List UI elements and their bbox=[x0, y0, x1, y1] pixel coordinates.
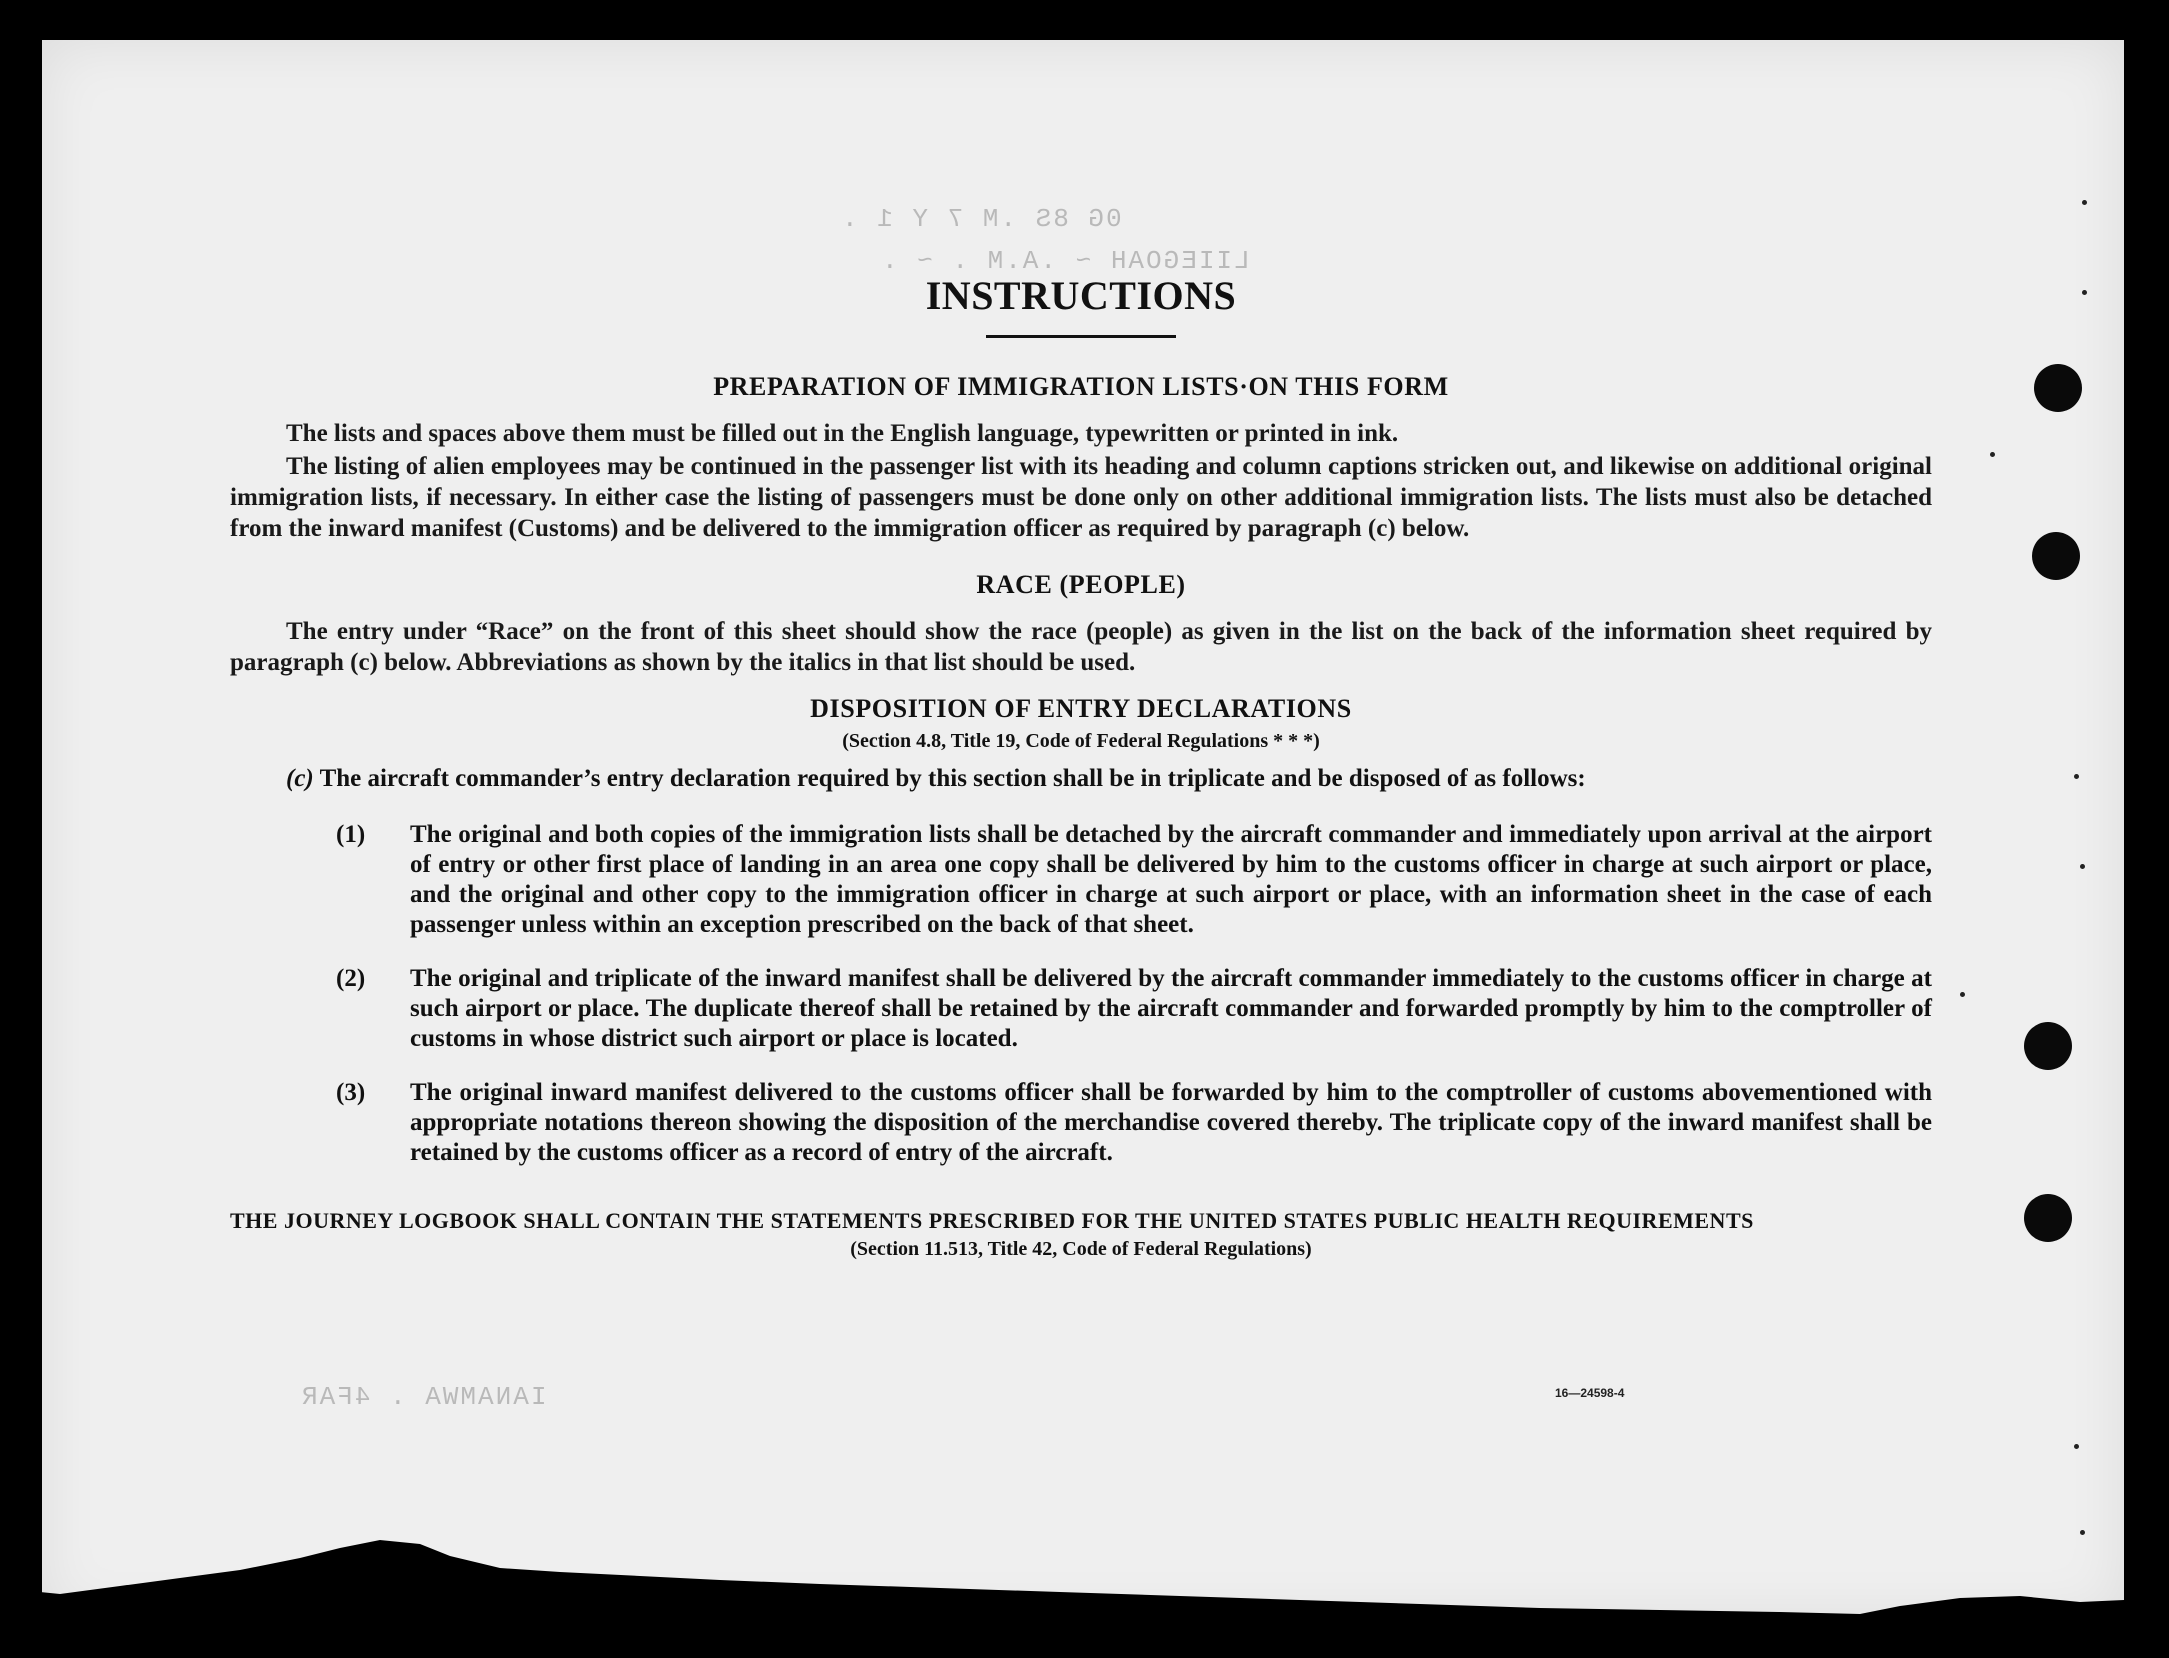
speck bbox=[2082, 290, 2087, 295]
section-heading-race: RACE (PEOPLE) bbox=[976, 570, 1186, 599]
speck bbox=[2074, 1444, 2079, 1449]
list-item bbox=[230, 1078, 1932, 1168]
punch-hole bbox=[2032, 532, 2080, 580]
page-title: INSTRUCTIONS bbox=[925, 273, 1237, 318]
footer-citation: (Section 11.513, Title 42, Code of Federal Regulations) bbox=[850, 1238, 1312, 1260]
paragraph: The listing of alien employees may be continued in the passenger list with its heading and column captions stricken out, and likewise on additional original immigration lists, if necessary. In either case the listing of passengers must be done only on other additional immigration lists. The lists must also be detached from the inward manifest (Customs) and be delivered to the immigration officer as required by paragraph (c) below. bbox=[230, 453, 1932, 542]
list-item-text: The original and both copies of the immigration lists shall be detached by the aircraft commander and immediately upon arrival at the airport of entry or other first place of landing in an area one copy shall be delivered by him to the customs officer in charge at such airport or place, and the original and other copy to the immigration officer in charge at such airport or place, with an information sheet in the case of each passenger unless within an exception prescribed on the back of that sheet. bbox=[410, 821, 1932, 938]
paragraph-c-text: The aircraft commander’s entry declaration required by this section shall be in triplicate and be disposed of as follows: bbox=[319, 765, 1586, 792]
punch-hole bbox=[2034, 364, 2082, 412]
speck bbox=[2082, 200, 2087, 205]
speck bbox=[2080, 1530, 2085, 1535]
instructions-content bbox=[230, 272, 1932, 1261]
list-item-number: (1) bbox=[336, 821, 366, 848]
list-item bbox=[230, 964, 1932, 1054]
speck bbox=[1960, 992, 1965, 997]
speck bbox=[2074, 774, 2079, 779]
list-item-text: The original and triplicate of the inward manifest shall be delivered by the aircraft commander immediately to the customs officer in charge at such airport or place. The duplicate thereof shall be retained by the aircraft commander and forwarded promptly by him to the comptroller of customs in whose district such airport or place is located. bbox=[410, 965, 1932, 1052]
footer-requirement: THE JOURNEY LOGBOOK SHALL CONTAIN THE STATEMENTS PRESCRIBED FOR THE UNITED STATES PUBLIC HEALTH REQUIREMENTS bbox=[230, 1208, 1754, 1233]
paragraph-c bbox=[230, 763, 1932, 794]
list-item-number: (2) bbox=[336, 965, 366, 992]
punch-hole bbox=[2024, 1194, 2072, 1242]
bleed-through-mark: LIIEGOAH ~ .A.M . ~ . bbox=[880, 246, 1250, 276]
section-heading-disposition: DISPOSITION OF ENTRY DECLARATIONS bbox=[810, 694, 1352, 723]
list-item-text: The original inward manifest delivered to the customs officer shall be forwarded by him to the comptroller of customs abovementioned with appropriate notations thereon showing the disposition of the merchandise covered thereby. The triplicate copy of the inward manifest shall be retained by the customs officer as a record of entry of the aircraft. bbox=[410, 1079, 1932, 1166]
bleed-through-mark: 0G 8S .M 7 Y 1 . bbox=[840, 204, 1122, 234]
paragraph: The lists and spaces above them must be filled out in the English language, typewritten or printed in ink. bbox=[286, 420, 1399, 447]
punch-hole bbox=[2024, 1022, 2072, 1070]
list-item bbox=[230, 820, 1932, 940]
bleed-through-mark: IANAMWA . 4FAR bbox=[300, 1382, 547, 1412]
speck bbox=[1990, 452, 1995, 457]
paragraph-c-label: (c) bbox=[286, 765, 314, 792]
form-number: 16—24598-4 bbox=[1555, 1386, 1625, 1400]
list-item-number: (3) bbox=[336, 1079, 366, 1106]
paragraph: The entry under “Race” on the front of this sheet should show the race (people) as given in the list on the back of the information sheet required by paragraph (c) below. Abbreviations as shown by the italics in that list should be used. bbox=[230, 618, 1932, 676]
title-underline bbox=[986, 335, 1176, 338]
speck bbox=[2080, 864, 2085, 869]
section-citation: (Section 4.8, Title 19, Code of Federal Regulations * * *) bbox=[842, 730, 1320, 752]
section-heading-preparation: PREPARATION OF IMMIGRATION LISTS·ON THIS FORM bbox=[713, 372, 1449, 401]
